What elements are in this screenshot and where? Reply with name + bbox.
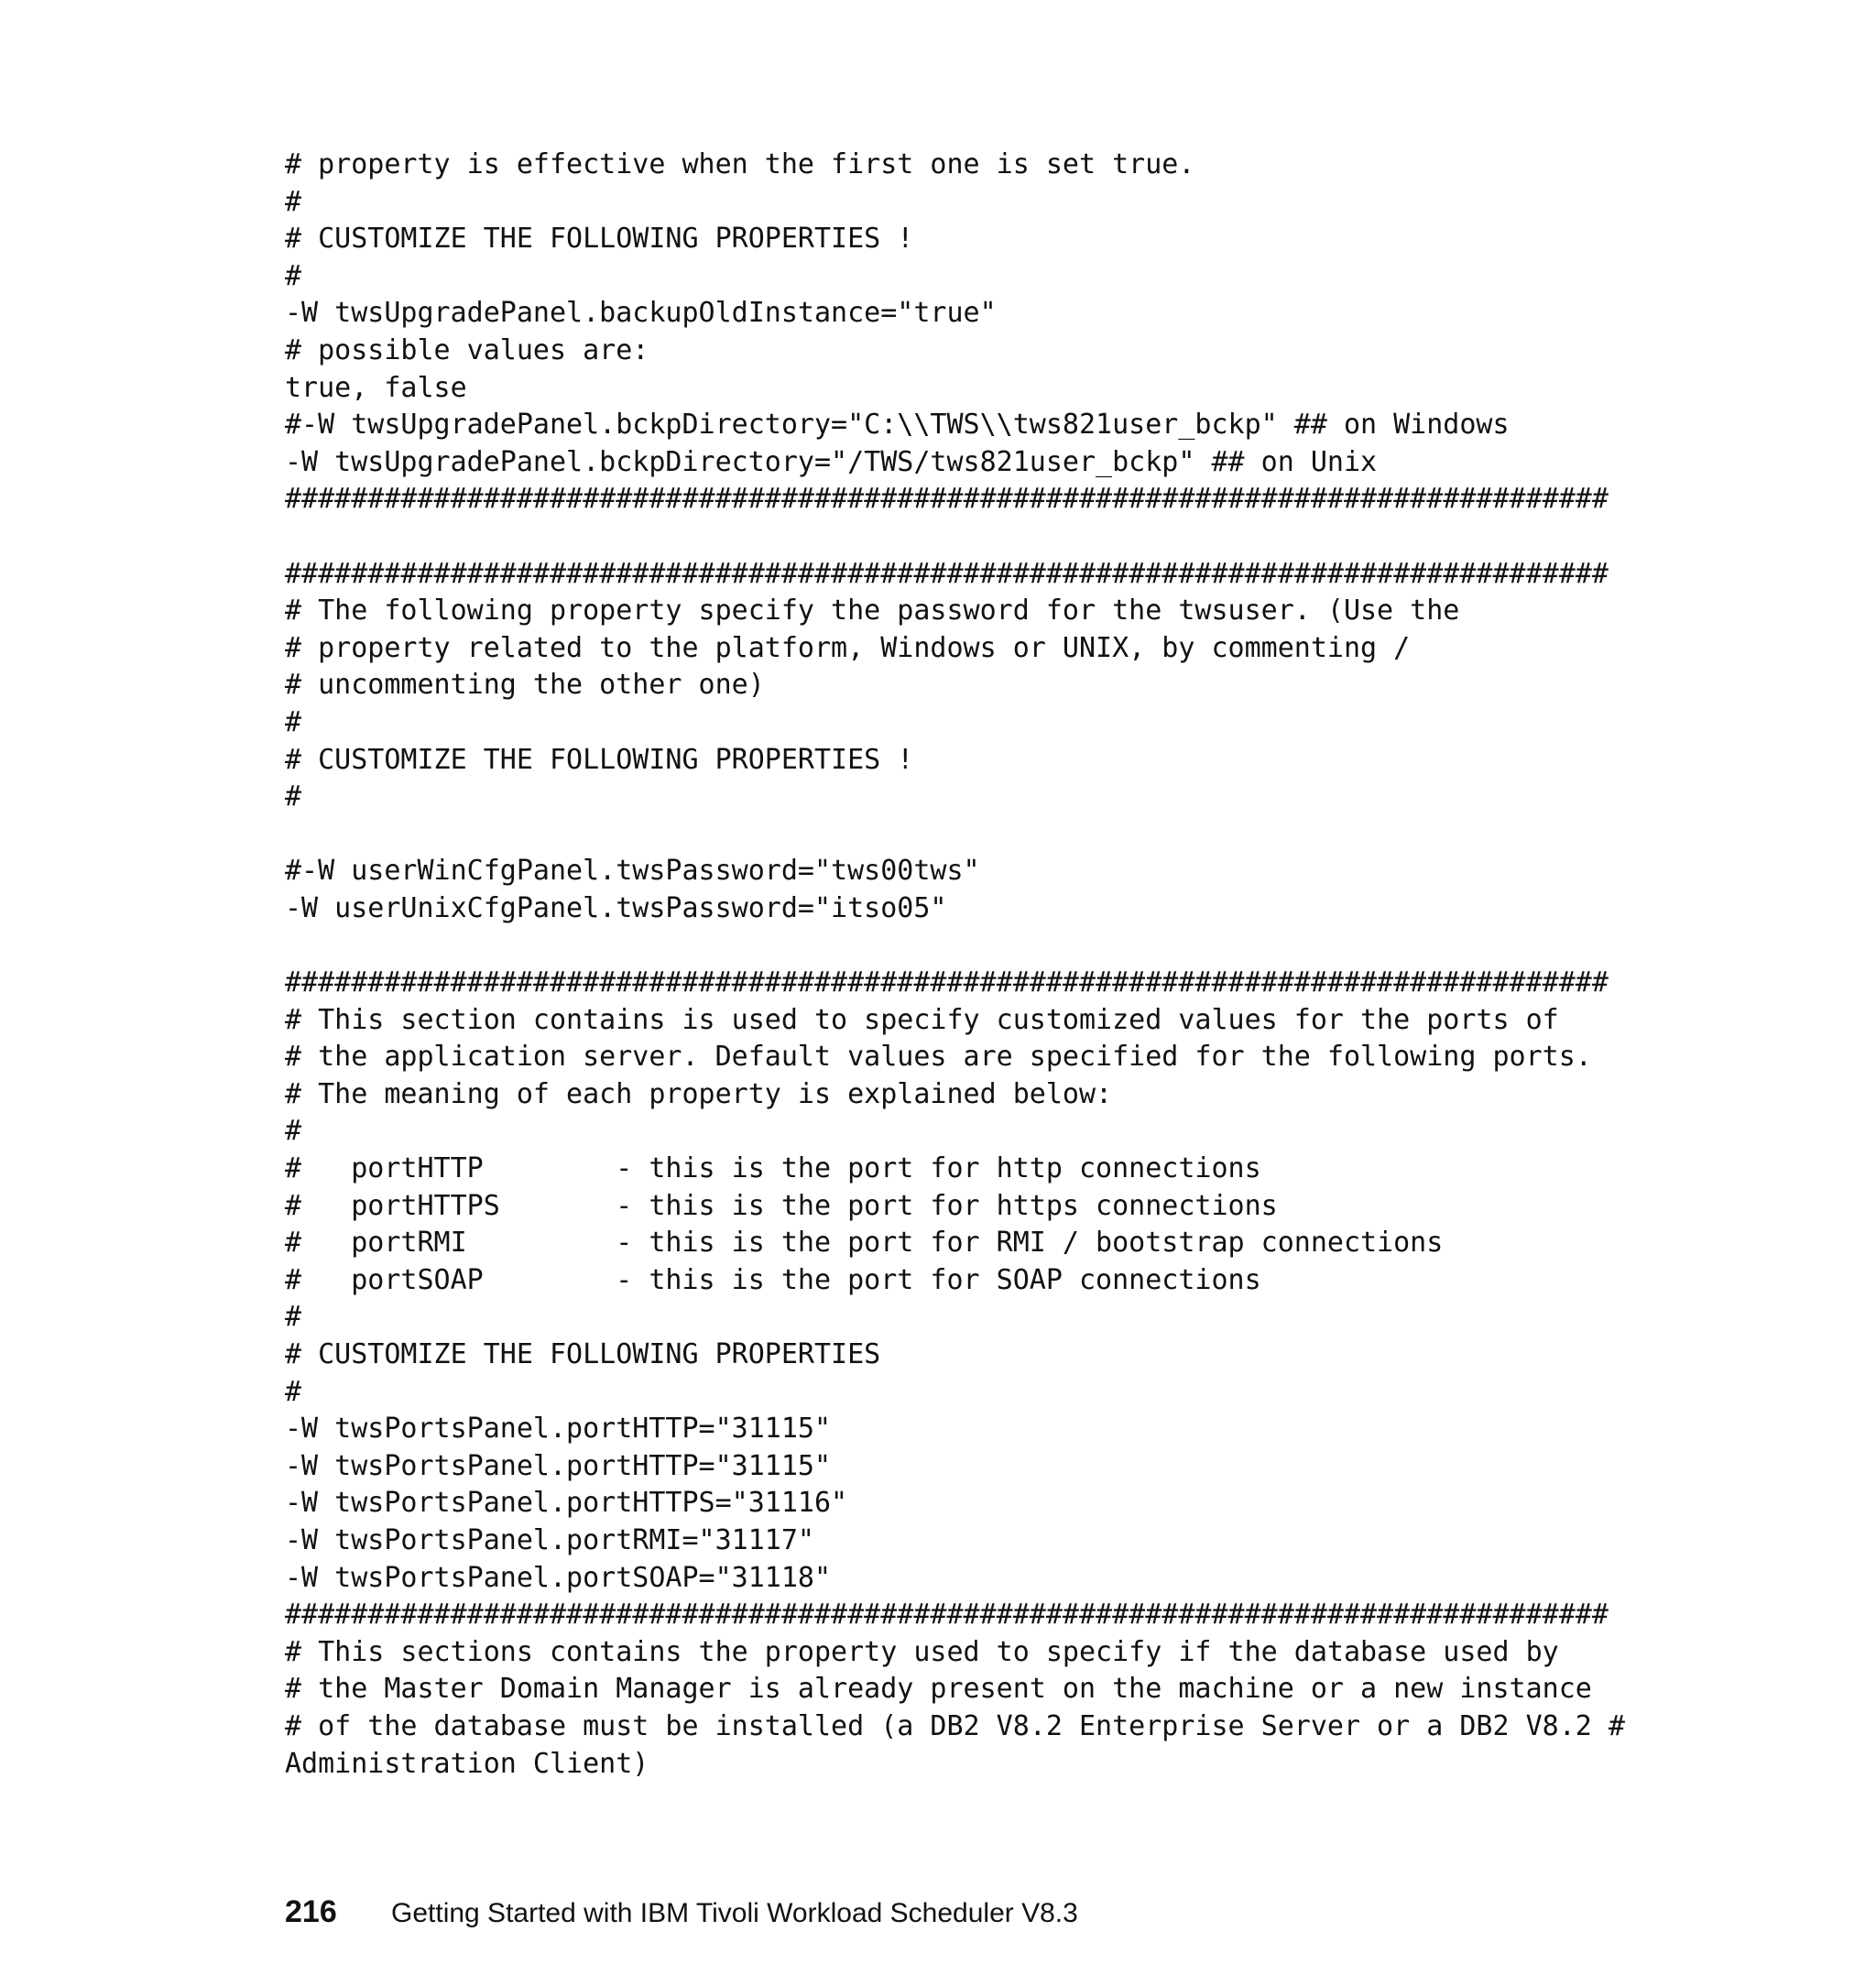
code-line: # the Master Domain Manager is already present on the machine or a new instance [285, 1673, 1592, 1706]
code-line: # [285, 1375, 302, 1408]
code-line: -W twsUpgradePanel.backupOldInstance="true" [285, 297, 997, 330]
separator-line: ################################################################################ [285, 1599, 1609, 1631]
code-line: #-W twsUpgradePanel.bckpDirectory="C:\\TWS\\tws821user_bckp" ## on Windows [285, 409, 1510, 442]
blank-line [285, 518, 1625, 556]
code-line: # portHTTPS - this is the port for https connections [285, 1189, 1278, 1222]
code-line: # [285, 780, 302, 813]
code-line: # The meaning of each property is explained below: [285, 1077, 1113, 1110]
code-line: # CUSTOMIZE THE FOLLOWING PROPERTIES ! [285, 743, 914, 776]
code-line: true, false [285, 371, 467, 404]
code-line: # portRMI - this is the port for RMI / bootstrap connections [285, 1227, 1444, 1260]
code-line: # CUSTOMIZE THE FOLLOWING PROPERTIES [285, 1338, 881, 1370]
code-line: -W twsPortsPanel.portRMI="31117" [285, 1523, 814, 1556]
code-line: -W twsUpgradePanel.bckpDirectory="/TWS/tws821user_bckp" ## on Unix [285, 445, 1378, 478]
page-number: 216 [285, 1894, 337, 1929]
code-line: -W twsPortsPanel.portHTTPS="31116" [285, 1487, 848, 1520]
code-line: Administration Client) [285, 1747, 649, 1780]
code-line: # uncommenting the other one) [285, 669, 765, 702]
code-line: #-W userWinCfgPanel.twsPassword="tws00tws" [285, 855, 980, 888]
code-line: # the application server. Default values are specified for the following ports. [285, 1041, 1592, 1074]
separator-line: ################################################################################ [285, 483, 1609, 516]
blank-line [285, 816, 1625, 854]
code-listing [285, 147, 1625, 1783]
code-line: # [285, 705, 302, 738]
code-line: # CUSTOMIZE THE FOLLOWING PROPERTIES ! [285, 223, 914, 256]
blank-line [285, 927, 1625, 965]
code-line: # This sections contains the property used to specify if the database used by [285, 1635, 1559, 1668]
code-line: # The following property specify the password for the twsuser. (Use the [285, 595, 1460, 627]
code-line: # portHTTP - this is the port for http connections [285, 1152, 1261, 1185]
code-line: # property related to the platform, Windows or UNIX, by commenting / [285, 631, 1411, 664]
code-line: # property is effective when the first one is set true. [285, 148, 1195, 180]
code-line: # portSOAP - this is the port for SOAP connections [285, 1263, 1261, 1296]
separator-line: ################################################################################ [285, 966, 1609, 999]
code-line: # This section contains is used to specify customized values for the ports of [285, 1003, 1559, 1036]
code-line: -W twsPortsPanel.portHTTP="31115" [285, 1413, 832, 1446]
code-line: # possible values are: [285, 333, 649, 366]
code-line: # [285, 1115, 302, 1148]
separator-line: ################################################################################ [285, 557, 1609, 590]
code-line: -W twsPortsPanel.portSOAP="31118" [285, 1561, 832, 1594]
code-line: -W userUnixCfgPanel.twsPassword="itso05" [285, 891, 947, 924]
code-line: # [285, 1301, 302, 1334]
code-line: -W twsPortsPanel.portHTTP="31115" [285, 1449, 832, 1482]
page-footer [285, 1894, 1078, 1930]
book-title: Getting Started with IBM Tivoli Workload Scheduler V8.3 [391, 1898, 1078, 1928]
code-line: # of the database must be installed (a DB2 V8.2 Enterprise Server or a DB2 V8.2 # [285, 1709, 1625, 1742]
code-line: # [285, 185, 302, 218]
code-line: # [285, 259, 302, 292]
